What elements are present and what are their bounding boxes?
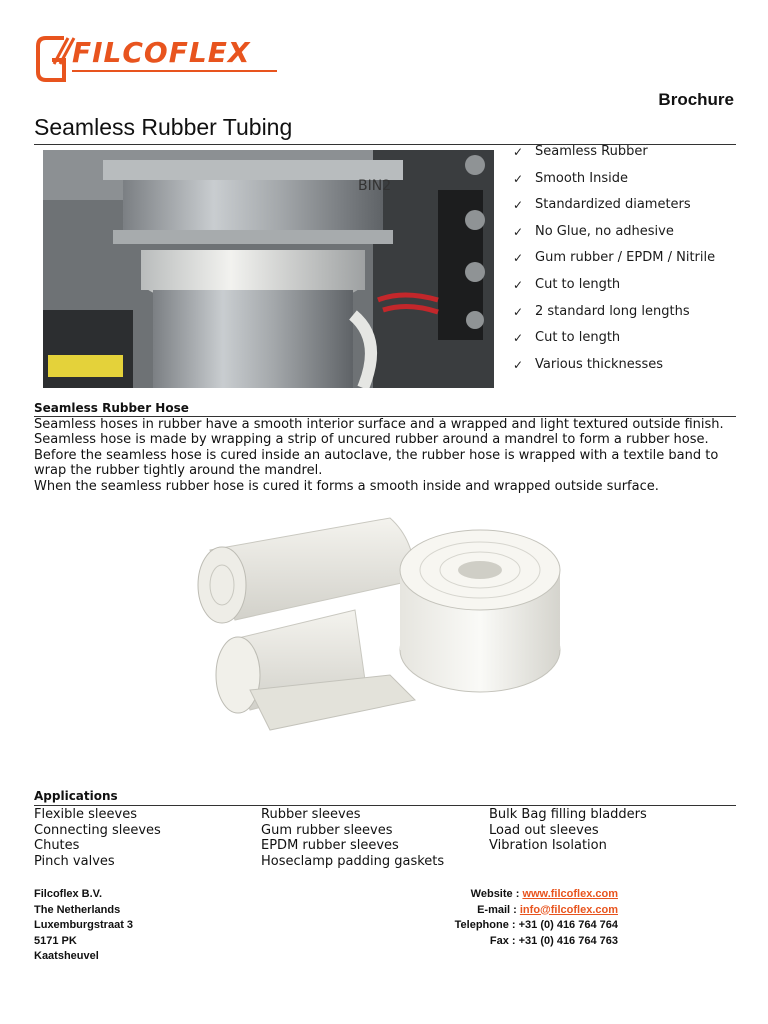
application-item: Bulk Bag filling bladders (489, 807, 647, 822)
checkmark-icon: ✓ (513, 304, 524, 319)
applications-column-1 (34, 807, 161, 869)
website-label: Website : (470, 888, 520, 900)
section-heading-hose: Seamless Rubber Hose (34, 401, 189, 415)
application-item: Chutes (34, 838, 80, 854)
checkmark-icon: ✓ (513, 251, 524, 266)
checkmark-icon: ✓ (513, 277, 524, 292)
feature-label: Smooth Inside (535, 170, 628, 186)
email-label: E-mail : (477, 903, 517, 916)
application-item: Load out sleeves (489, 822, 599, 838)
company-name: Filcoflex B.V. (34, 888, 103, 900)
application-item: Hoseclamp padding gaskets (261, 853, 445, 869)
doc-type-label: Brochure (658, 90, 734, 109)
logo-underline (72, 70, 277, 72)
industrial-installation-photo (43, 150, 494, 388)
application-item: Gum rubber sleeves (261, 822, 393, 838)
feature-label: 2 standard long lengths (535, 303, 690, 319)
feature-label: Various thicknesses (535, 356, 664, 372)
checkmark-icon: ✓ (513, 198, 524, 213)
application-item: Vibration Isolation (489, 838, 607, 854)
application-item: Rubber sleeves (261, 807, 361, 822)
feature-item (513, 277, 743, 304)
feature-label: No Glue, no adhesive (535, 223, 674, 239)
description-line: Before the seamless hose is cured inside an autoclave, the rubber hose is wrapped with a textile band to wrap the rubber tightly around the mandrel. (34, 447, 719, 479)
application-item: Connecting sleeves (34, 822, 161, 838)
applications-divider (34, 805, 736, 806)
application-item: Flexible sleeves (34, 807, 138, 822)
description-line: When the seamless rubber hose is cured it forms a smooth inside and wrapped outside surface. (34, 478, 659, 494)
telephone-row: Telephone : +31 (0) 416 764 764 (454, 919, 618, 931)
feature-item (513, 304, 743, 331)
email-row (380, 903, 618, 919)
photo-bin-label: BIN2 (358, 178, 392, 194)
feature-item (513, 171, 743, 198)
website-row (380, 887, 618, 903)
checkmark-icon: ✓ (513, 224, 524, 239)
fax-row: Fax : +31 (0) 416 764 763 (489, 934, 618, 947)
application-item: EPDM rubber sleeves (261, 838, 399, 854)
feature-label: Gum rubber / EPDM / Nitrile (535, 250, 716, 266)
feature-item (513, 144, 743, 171)
feature-item (513, 197, 743, 224)
feature-item (513, 250, 743, 277)
feature-checklist (513, 144, 743, 383)
feature-item (513, 357, 743, 384)
applications-column-3 (489, 807, 647, 854)
feature-label: Cut to length (535, 276, 621, 292)
description-line: Seamless hoses in rubber have a smooth interior surface and a wrapped and light textured outside finish. (34, 417, 724, 432)
email-link[interactable]: info@filcoflex.com (519, 903, 618, 916)
checkmark-icon: ✓ (513, 145, 524, 159)
feature-label: Standardized diameters (535, 197, 691, 213)
description-line: Seamless hose is made by wrapping a strip of uncured rubber around a mandrel to form a rubber hose. (34, 432, 709, 448)
section-heading-applications: Applications (34, 789, 118, 803)
checkmark-icon: ✓ (513, 357, 524, 372)
company-postcode: 5171 PK (34, 934, 77, 947)
feature-item (513, 330, 743, 357)
feature-item (513, 224, 743, 251)
company-city: Kaatsheuvel (34, 950, 99, 962)
company-contact (380, 887, 618, 949)
website-link[interactable]: www.filcoflex.com (522, 888, 618, 900)
hose-description (34, 417, 734, 494)
company-street: Luxemburgstraat 3 (34, 919, 134, 931)
checkmark-icon: ✓ (513, 171, 524, 186)
application-item: Pinch valves (34, 853, 115, 869)
checkmark-icon: ✓ (513, 331, 524, 346)
page-title: Seamless Rubber Tubing (34, 114, 293, 140)
logo-wordmark: FILCOFLEX (72, 36, 251, 69)
feature-label: Seamless Rubber (535, 144, 648, 159)
applications-column-2 (261, 807, 444, 869)
feature-label: Cut to length (535, 330, 621, 346)
company-address (34, 887, 133, 965)
company-country: The Netherlands (34, 903, 121, 916)
rubber-tubing-rolls-image (190, 510, 580, 750)
